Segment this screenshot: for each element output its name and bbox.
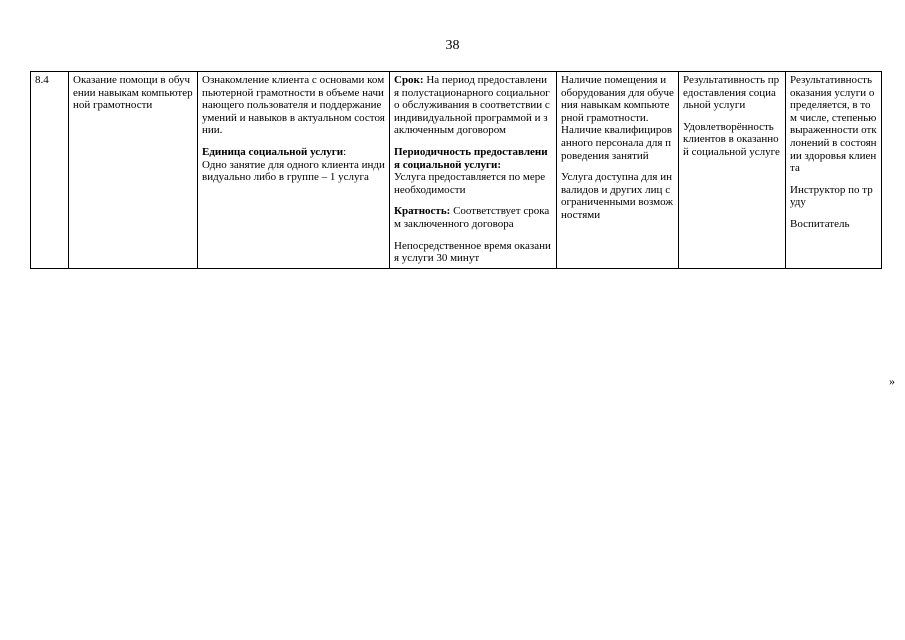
- service-terms-cell: [390, 72, 557, 269]
- conditions-accessibility: Услуга доступна для инвалидов и других лиц с ограниченными возможностями: [561, 171, 673, 221]
- service-description: Ознакомление клиента с основами компьютерной грамотности в объеме начинающего пользователя и поддержание умений и навыков в актуальном состоянии.: [202, 74, 385, 137]
- service-frequency-label: Периодичность предоставления социальной услуги:: [394, 145, 548, 171]
- table-row: [31, 72, 882, 269]
- closing-quote: »: [889, 374, 895, 388]
- service-unit-label: Единица социальной услуги: [202, 145, 344, 158]
- service-period: [394, 74, 552, 137]
- evaluation-staff-educator: Воспитатель: [790, 217, 850, 230]
- service-period-text: На период предоставления полустационарного социального обслуживания в соответствии с индивидуальной программой и заключенным договором: [394, 74, 550, 137]
- indicator-satisfaction: Удовлетворённость клиентов в оказанной социальной услуге: [683, 120, 780, 158]
- service-unit-colon: :: [343, 145, 347, 158]
- evaluation-cell: [786, 72, 882, 269]
- services-table: [30, 71, 882, 269]
- service-name-cell: [69, 72, 198, 269]
- row-number: 8.4: [35, 74, 49, 86]
- evaluation-staff-instructor: Инструктор по труду: [790, 183, 873, 209]
- service-multiplicity-label: Кратность:: [394, 205, 451, 218]
- service-time: Непосредственное время оказания услуги 30 минут: [394, 239, 551, 265]
- service-multiplicity: [394, 205, 552, 230]
- indicator-effectiveness: Результативность предоставления социальной услуги: [683, 74, 780, 112]
- evaluation-text: Результативность оказания услуги определяется, в том числе, степенью выраженности отклонений в состоянии здоровья клиента: [790, 74, 877, 175]
- service-content-cell: [198, 72, 390, 269]
- conditions-premises: Наличие помещения и оборудования для обучения навыкам компьютерной грамотности.: [561, 74, 674, 124]
- service-multiplicity-text: Соответствует срокам заключенного договора: [394, 205, 550, 230]
- service-name: Оказание помощи в обучении навыкам компьютерной грамотности: [73, 74, 193, 112]
- page-number: 38: [445, 38, 460, 53]
- service-unit-text: Одно занятие для одного клиента индивидуально либо в группе – 1 услуга: [202, 158, 385, 184]
- row-number-cell: [31, 72, 69, 269]
- quality-indicators-cell: [679, 72, 786, 269]
- service-frequency-text: Услуга предоставляется по мере необходимости: [394, 171, 546, 196]
- service-period-label: Срок:: [394, 74, 424, 86]
- service-conditions-cell: [557, 72, 679, 269]
- conditions-staff: Наличие квалифицированного персонала для проведения занятий: [561, 124, 673, 162]
- service-unit: [202, 146, 385, 159]
